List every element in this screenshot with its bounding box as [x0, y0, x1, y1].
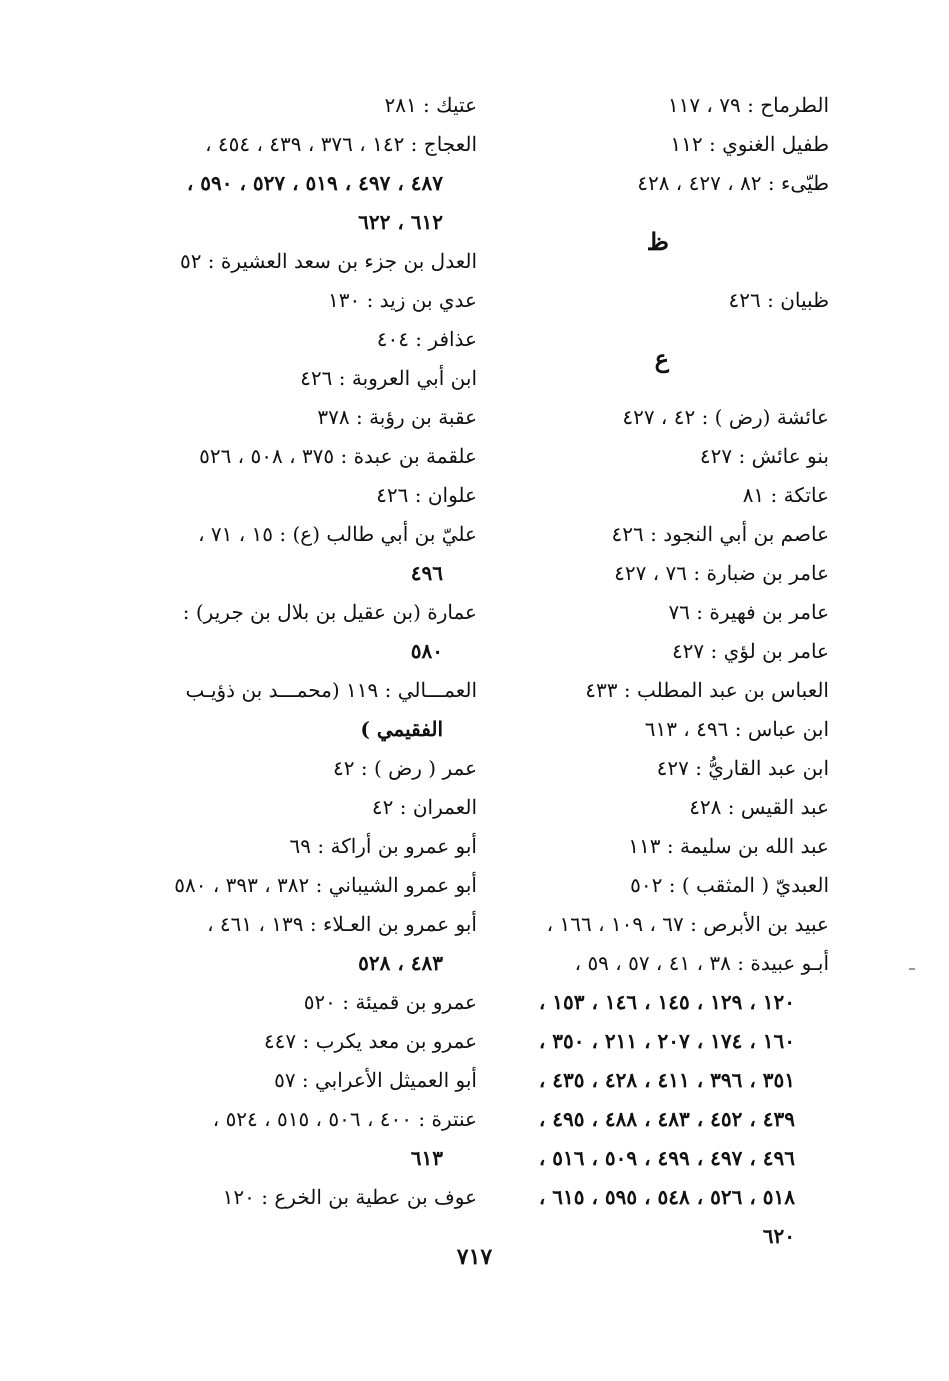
index-entry-continuation: ٤٩٦ — [410, 561, 443, 585]
index-entry: الطرماح : ٧٩ ، ١١٧ — [667, 93, 829, 117]
section-letter: ظ — [646, 227, 669, 256]
index-entry: عامر بن ضبارة : ٧٦ ، ٤٢٧ — [614, 561, 829, 585]
index-entry: أبو العميثل الأعرابي : ٥٧ — [274, 1068, 477, 1092]
index-entry: عذافر : ٤٠٤ — [376, 327, 477, 351]
index-entry-continuation: ٤٣٩ ، ٤٥٢ ، ٤٨٣ ، ٤٨٨ ، ٤٩٥ ، — [538, 1107, 795, 1131]
index-entry: العدل بن جزء بن سعد العشيرة : ٥٢ — [179, 249, 477, 273]
margin-mark — [909, 968, 915, 970]
index-entry: ظبيان : ٤٢٦ — [728, 288, 829, 312]
index-entry: علقمة بن عبدة : ٣٧٥ ، ٥٠٨ ، ٥٢٦ — [199, 444, 477, 468]
index-entry: بنو عائش : ٤٢٧ — [699, 444, 829, 468]
index-entry-continuation: ٤٨٣ ، ٥٢٨ — [358, 951, 443, 975]
index-entry: العجاج : ١٤٢ ، ٣٧٦ ، ٤٣٩ ، ٤٥٤ ، — [205, 132, 477, 156]
index-entry: ابن عبد القاريُّ : ٤٢٧ — [656, 756, 829, 780]
index-entry: ابن أبي العروبة : ٤٢٦ — [300, 366, 477, 390]
index-entry-continuation: ٣٥١ ، ٣٩٦ ، ٤١١ ، ٤٢٨ ، ٤٣٥ ، — [538, 1068, 795, 1092]
index-entry: عمر ( رض ) : ٤٢ — [333, 756, 477, 780]
index-entry: طفيل الغنوي : ١١٢ — [670, 132, 829, 156]
index-entry-continuation: ٥١٨ ، ٥٢٦ ، ٥٤٨ ، ٥٩٥ ، ٦١٥ ، — [538, 1185, 795, 1209]
index-entry: ابن عباس : ٤٩٦ ، ٦١٣ — [644, 717, 829, 741]
index-entry-continuation: ٦٢٠ — [762, 1224, 795, 1248]
index-entry-continuation: ٤٩٦ ، ٤٩٧ ، ٤٩٩ ، ٥٠٩ ، ٥١٦ ، — [538, 1146, 795, 1170]
index-entry-continuation: ١٦٠ ، ١٧٤ ، ٢٠٧ ، ٢١١ ، ٣٥٠ ، — [538, 1029, 795, 1053]
index-entry: العمران : ٤٢ — [371, 795, 477, 819]
index-entry: عدي بن زيد : ١٣٠ — [327, 288, 477, 312]
index-entry: عمرو بن معد يكرب : ٤٤٧ — [263, 1029, 477, 1053]
index-entry: عامر بن لؤي : ٤٢٧ — [671, 639, 829, 663]
index-entry: العبديّ ( المثقب ) : ٥٠٢ — [630, 873, 829, 897]
index-entry: عقبة بن رؤبة : ٣٧٨ — [317, 405, 477, 429]
index-entry: عتيك : ٢٨١ — [384, 93, 477, 117]
index-entry-continuation: ٦١٣ — [410, 1146, 443, 1170]
index-entry: عبيد بن الأبرص : ٦٧ ، ١٠٩ ، ١٦٦ ، — [546, 912, 829, 936]
index-entry: العمـــالي : ١١٩ (محمـــد بن ذؤيـب — [185, 678, 477, 702]
index-entry-continuation: ٦١٢ ، ٦٢٢ — [358, 210, 443, 234]
index-entry: علوان : ٤٢٦ — [376, 483, 477, 507]
page-number: ٧١٧ — [456, 1244, 493, 1270]
index-entry-continuation: الفقيمي ) — [360, 717, 443, 741]
index-entry: عاتكة : ٨١ — [742, 483, 829, 507]
index-entry: عنترة : ٤٠٠ ، ٥٠٦ ، ٥١٥ ، ٥٢٤ ، — [212, 1107, 477, 1131]
index-entry: أبـو عبيدة : ٣٨ ، ٤١ ، ٥٧ ، ٥٩ ، — [574, 951, 829, 975]
index-entry: أبو عمرو بن أراكة : ٦٩ — [289, 834, 477, 858]
index-entry: عوف بن عطية بن الخرع : ١٢٠ — [222, 1185, 477, 1209]
index-entry: أبو عمرو بن العـلاء : ١٣٩ ، ٤٦١ ، — [207, 912, 477, 936]
index-entry: أبو عمرو الشيباني : ٣٨٢ ، ٣٩٣ ، ٥٨٠ — [174, 873, 477, 897]
index-entry: العباس بن عبد المطلب : ٤٣٣ — [585, 678, 829, 702]
index-entry: عليّ بن أبي طالب (ع) : ١٥ ، ٧١ ، — [198, 522, 477, 546]
index-entry-continuation: ٤٨٧ ، ٤٩٧ ، ٥١٩ ، ٥٢٧ ، ٥٩٠ ، — [186, 171, 443, 195]
index-entry: عائشة (رض ) : ٤٢ ، ٤٢٧ — [622, 405, 829, 429]
index-entry: عامر بن فهيرة : ٧٦ — [668, 600, 829, 624]
index-column-right — [489, 86, 829, 1256]
index-entry-continuation: ١٢٠ ، ١٢٩ ، ١٤٥ ، ١٤٦ ، ١٥٣ ، — [538, 990, 795, 1014]
section-letter: ع — [654, 344, 669, 373]
index-entry-continuation: ٥٨٠ — [410, 639, 443, 663]
index-entry: عبد القيس : ٤٢٨ — [689, 795, 829, 819]
index-entry: عبد الله بن سليمة : ١١٣ — [628, 834, 829, 858]
index-entry: عاصم بن أبي النجود : ٤٢٦ — [611, 522, 829, 546]
index-entry: طيّىء : ٨٢ ، ٤٢٧ ، ٤٢٨ — [637, 171, 829, 195]
index-column-left — [132, 86, 477, 1217]
index-entry: عمرو بن قميئة : ٥٢٠ — [303, 990, 477, 1014]
index-entry: عمارة (بن عقيل بن بلال بن جرير) : — [182, 600, 477, 624]
